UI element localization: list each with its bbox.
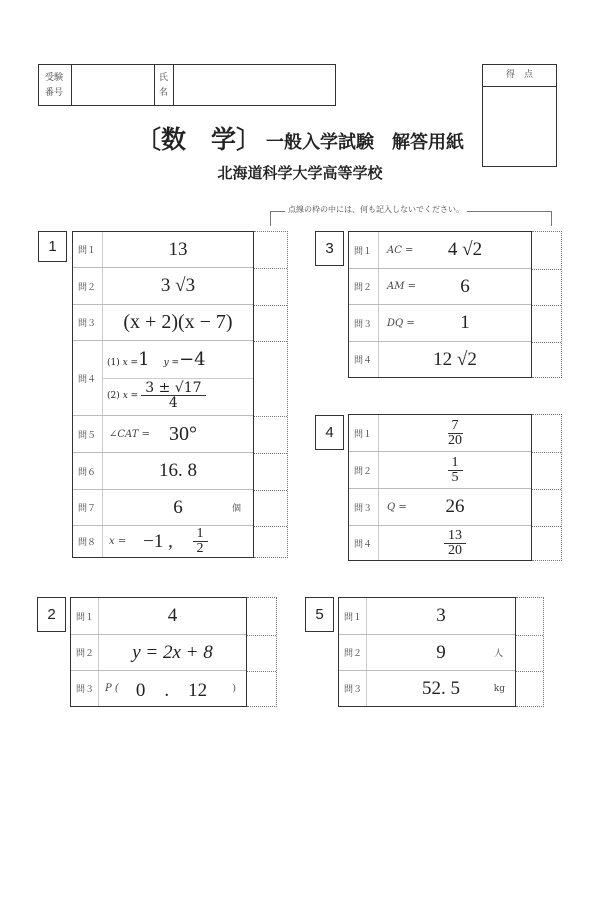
fraction bbox=[193, 527, 208, 556]
answer-row bbox=[73, 416, 253, 453]
denominator: 20 bbox=[448, 542, 462, 558]
denominator: 20 bbox=[448, 432, 462, 448]
prefix: AC = bbox=[387, 244, 414, 256]
prefix: AM = bbox=[387, 281, 417, 292]
answer: 30° bbox=[169, 422, 197, 445]
question-label: 問２ bbox=[339, 635, 367, 670]
answer-row bbox=[73, 232, 253, 268]
question-label: 問８ bbox=[73, 526, 103, 557]
answer: 1 bbox=[460, 312, 470, 333]
answer-row bbox=[349, 452, 531, 489]
answer-row bbox=[349, 232, 531, 269]
question-label: 問３ bbox=[349, 489, 379, 525]
question-label: 問２ bbox=[349, 269, 379, 304]
name-field[interactable] bbox=[173, 65, 335, 105]
var: y = bbox=[163, 358, 180, 368]
question-label: 問３ bbox=[73, 305, 103, 340]
section-5-number: 5 bbox=[305, 597, 334, 632]
answer-row bbox=[349, 526, 531, 560]
id-name-table bbox=[38, 64, 336, 106]
score-label: 得 点 bbox=[483, 65, 556, 87]
fraction bbox=[448, 419, 463, 448]
section-1-score-column bbox=[254, 231, 288, 558]
section-4-number: 4 bbox=[315, 415, 344, 450]
section-3-number: 3 bbox=[315, 231, 344, 266]
prefix: x = bbox=[109, 536, 127, 547]
divider bbox=[103, 378, 253, 379]
answer: 4 √2 bbox=[447, 239, 483, 260]
note-text: 点線の枠の中には、何も記入しないでください。 bbox=[285, 204, 467, 215]
answer-row bbox=[73, 305, 253, 341]
answer-row bbox=[71, 598, 246, 635]
unit: 人 bbox=[493, 649, 503, 659]
answer: −1 , bbox=[143, 530, 173, 552]
answer-row bbox=[73, 341, 253, 416]
denominator: 4 bbox=[168, 395, 178, 411]
question-label: 問１ bbox=[349, 232, 379, 268]
answer-row bbox=[349, 269, 531, 305]
prefix: DQ = bbox=[387, 317, 415, 329]
numerator: 13 bbox=[444, 529, 466, 544]
exam-number-field[interactable] bbox=[71, 65, 155, 105]
section-4-table bbox=[348, 414, 532, 561]
score-box bbox=[482, 64, 557, 167]
answer: 26 bbox=[445, 496, 465, 517]
answer: 16. 8 bbox=[159, 460, 197, 481]
question-label: 問２ bbox=[73, 268, 103, 304]
name-label: 氏名 bbox=[159, 73, 169, 98]
prefix: ∠CAT = bbox=[109, 428, 150, 440]
question-label: 問６ bbox=[73, 453, 103, 489]
answer: (x + 2)(x − 7) bbox=[123, 311, 233, 333]
fraction bbox=[444, 529, 466, 558]
answer: y = 2x + 8 bbox=[132, 641, 213, 663]
numerator: 1 bbox=[193, 527, 208, 542]
answer: 3 √3 bbox=[160, 275, 196, 296]
answer-row bbox=[73, 526, 253, 557]
answer-row bbox=[349, 305, 531, 342]
answer-row bbox=[339, 635, 515, 671]
question-label: 問４ bbox=[73, 341, 103, 415]
numerator: 3 ± √17 bbox=[141, 381, 205, 396]
page-title bbox=[120, 120, 480, 156]
section-1-number: 1 bbox=[38, 231, 67, 262]
title-subject: 〔数 学〕 bbox=[135, 125, 261, 154]
question-label: 問５ bbox=[73, 416, 103, 452]
prefix: P ( bbox=[105, 683, 119, 694]
question-label: 問３ bbox=[349, 305, 379, 341]
answer: 1 bbox=[138, 349, 150, 370]
school-name: 北海道科学大学高等学校 bbox=[217, 164, 383, 182]
answer-row bbox=[339, 671, 515, 706]
question-label: 問１ bbox=[71, 598, 99, 634]
answer: −4 bbox=[179, 349, 206, 370]
answer: 13 bbox=[168, 238, 188, 260]
sub-answer-2 bbox=[107, 381, 206, 410]
answer: 52. 5 bbox=[422, 677, 460, 699]
question-label: 問４ bbox=[349, 526, 379, 560]
question-label: 問１ bbox=[73, 232, 103, 267]
var: x = bbox=[122, 390, 139, 401]
answer-row bbox=[73, 268, 253, 305]
answer-row bbox=[71, 671, 246, 706]
suffix: ) bbox=[232, 683, 236, 694]
question-label: 問３ bbox=[71, 671, 99, 706]
section-5-score-column bbox=[516, 597, 544, 707]
answer-row bbox=[349, 342, 531, 377]
numerator: 1 bbox=[448, 456, 463, 471]
prefix: Q = bbox=[387, 501, 407, 513]
answer: 0 . 12 bbox=[135, 680, 208, 701]
title-main: 一般入学試験 解答用紙 bbox=[266, 132, 465, 153]
answer: 12 √2 bbox=[433, 348, 477, 370]
answer: 6 bbox=[460, 275, 470, 297]
fraction bbox=[448, 456, 463, 485]
answer-row bbox=[349, 489, 531, 526]
var: x = bbox=[122, 358, 139, 368]
section-3-score-column bbox=[532, 231, 562, 378]
denominator: 2 bbox=[196, 541, 204, 556]
answer: 4 bbox=[167, 605, 178, 626]
unit: kg bbox=[493, 683, 505, 694]
sub-label: (2) bbox=[107, 390, 120, 401]
section-3-table bbox=[348, 231, 532, 378]
unit: 個 bbox=[231, 504, 241, 514]
question-label: 問７ bbox=[73, 490, 103, 525]
question-label: 問３ bbox=[339, 671, 367, 706]
section-5-table bbox=[338, 597, 516, 707]
section-2-table bbox=[70, 597, 247, 707]
question-label: 問４ bbox=[349, 342, 379, 377]
answer: 9 bbox=[436, 641, 446, 663]
exam-number-label: 受験番号 bbox=[45, 73, 64, 98]
answer-row bbox=[339, 598, 515, 635]
answer-row bbox=[349, 415, 531, 452]
answer-row bbox=[73, 490, 253, 526]
question-label: 問２ bbox=[71, 635, 99, 670]
denominator: 5 bbox=[451, 469, 459, 485]
sub-answer-1 bbox=[107, 349, 206, 370]
sub-label: (1) bbox=[107, 358, 120, 368]
fraction bbox=[141, 381, 205, 410]
section-2-score-column bbox=[247, 597, 277, 707]
answer-row bbox=[71, 635, 246, 671]
answer: 6 bbox=[173, 496, 183, 518]
section-2-number: 2 bbox=[37, 597, 66, 632]
question-label: 問１ bbox=[339, 598, 367, 634]
section-1-table bbox=[72, 231, 254, 558]
answer-row bbox=[73, 453, 253, 490]
answer: 3 bbox=[436, 605, 446, 626]
question-label: 問２ bbox=[349, 452, 379, 488]
numerator: 7 bbox=[448, 419, 463, 434]
question-label: 問１ bbox=[349, 415, 379, 451]
section-4-score-column bbox=[532, 414, 562, 561]
